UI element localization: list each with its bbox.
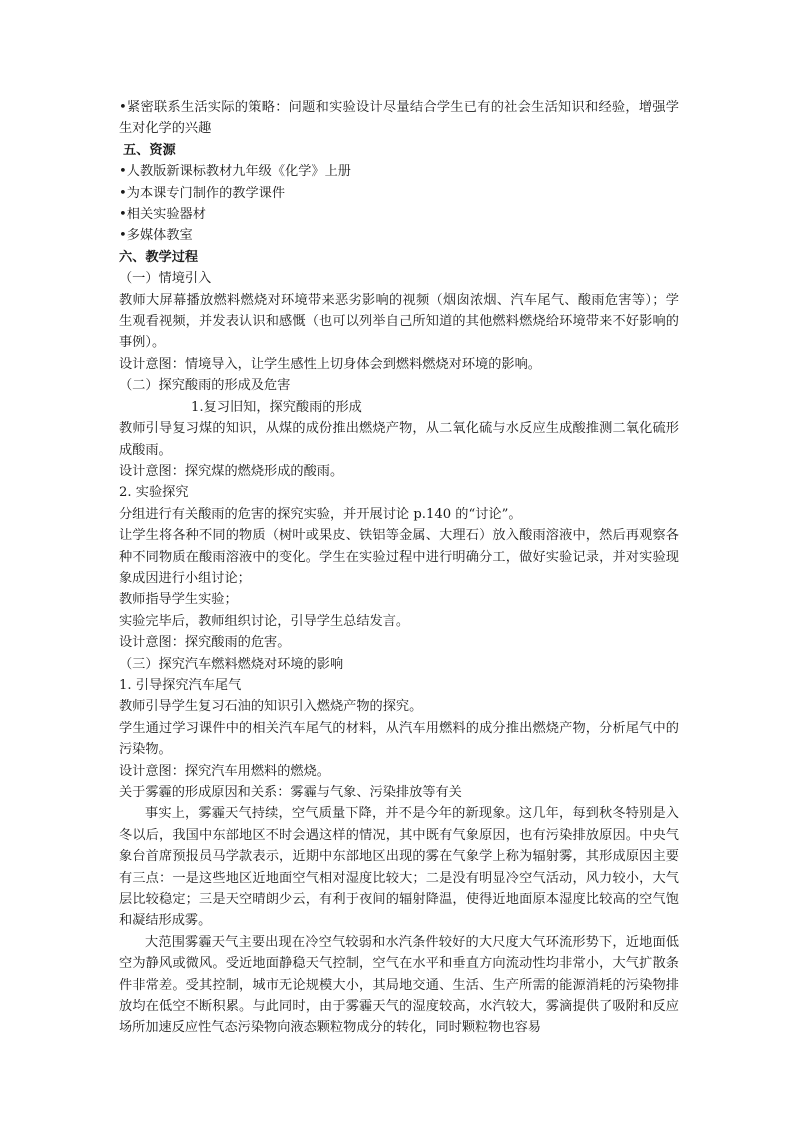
- part-2-paragraph-2: 分组进行有关酸雨的危害的探究实验，并开展讨论 p.140 的“讨论”。: [119, 506, 522, 522]
- part-1-title: （一）情境引入: [119, 271, 212, 287]
- section-6-title: 六、教学过程: [119, 249, 199, 265]
- section-5-title: 五、资源: [123, 142, 176, 158]
- part-2-paragraph-1: 教师引导复习煤的知识，从煤的成份推出燃烧产物，从二氧化硫与水反应生成酸推测二氧化硫形成酸雨。: [119, 421, 679, 458]
- part-3-paragraph-1: 教师引导学生复习石油的知识引入燃烧产物的探究。: [119, 699, 423, 715]
- haze-paragraph-1: 事实上，雾霾天气持续，空气质量下降，并不是今年的新现象。这几年，每到秋冬特别是入冬以后，我国中东部地区不时会遇这样的情况，其中既有气象原因，也有污染排放原因。中央气象台首席预报员马学款表示，近期中东部地区出现的雾在气象学上称为辐射雾，其形成原因主要有三点：一是这些地区近地面空气相对湿度比较大；二是没有明显冷空气活动，风力较小，大气层比较稳定；三是天空晴朗少云，有利于夜间的辐射降温，使得近地面原本湿度比较高的空气饱和凝结形成雾。: [119, 806, 679, 929]
- part-2-paragraph-4: 教师指导学生实验；: [119, 592, 238, 608]
- resource-item: •为本课专门制作的教学课件: [119, 185, 286, 201]
- part-2-paragraph-3: 让学生将各种不同的物质（树叶或果皮、铁铝等金属、大理石）放入酸雨溶液中，然后再观察各种不同物质在酸雨溶液中的变化。学生在实验过程中进行明确分工，做好实验记录，并对实验现象成因进行小组讨论；: [119, 528, 679, 586]
- resource-item: •人教版新课标教材九年级《化学》上册: [119, 164, 351, 180]
- strategy-bullet: •紧密联系生活实际的策略：问题和实验设计尽量结合学生已有的社会生活知识和经验，增强学生对化学的兴趣: [119, 100, 679, 137]
- resource-item: •相关实验器材: [119, 207, 206, 223]
- part-2-subtitle-1: 1.复习旧知，探究酸雨的形成: [191, 399, 362, 415]
- haze-paragraph-2: 大范围雾霾天气主要出现在冷空气较弱和水汽条件较好的大尺度大气环流形势下，近地面低空为静风或微风。受近地面静稳天气控制，空气在水平和垂直方向流动性均非常小，大气扩散条件非常差。受其控制，城市无论规模大小，其局地交通、生活、生产所需的能源消耗的污染物排放均在低空不断积累。与此同时，由于雾霾天气的湿度较高，水汽较大，雾滴提供了吸附和反应场所加速反应性气态污染物向液态颗粒物成分的转化，同时颗粒物也容易: [119, 934, 679, 1036]
- part-2-title: （二）探究酸雨的形成及危害: [119, 378, 291, 394]
- document-page: [119, 97, 679, 1039]
- resource-item: •多媒体教室: [119, 228, 193, 244]
- part-1-design-intent: 设计意图：情境导入，让学生感性上切身体会到燃料燃烧对环境的影响。: [119, 356, 541, 372]
- part-3-title: （三）探究汽车燃料燃烧对环境的影响: [119, 656, 344, 672]
- part-2-paragraph-5: 实验完毕后，教师组织讨论，引导学生总结发言。: [119, 613, 410, 629]
- haze-title: 关于雾霾的形成原因和关系：雾霾与气象、污染排放等有关: [119, 785, 462, 800]
- part-1-paragraph: 教师大屏幕播放燃料燃烧对环境带来恶劣影响的视频（烟囱浓烟、汽车尾气、酸雨危害等）；学生观看视频，并发表认识和感慨（也可以列举自己所知道的其他燃料燃烧给环境带来不好影响的事例）。: [119, 292, 679, 351]
- part-2-subtitle-2: 2. 实验探究: [119, 485, 189, 501]
- part-3-subtitle-1: 1. 引导探究汽车尾气: [119, 677, 242, 693]
- part-2-design-intent-2: 设计意图：探究酸雨的危害。: [119, 635, 291, 651]
- part-2-design-intent-1: 设计意图：探究煤的燃烧形成的酸雨。: [119, 463, 344, 479]
- part-3-design-intent: 设计意图：探究汽车用燃料的燃烧。: [119, 763, 330, 779]
- part-3-paragraph-2: 学生通过学习课件中的相关汽车尾气的材料，从汽车用燃料的成分推出燃烧产物，分析尾气中的污染物。: [119, 720, 679, 758]
